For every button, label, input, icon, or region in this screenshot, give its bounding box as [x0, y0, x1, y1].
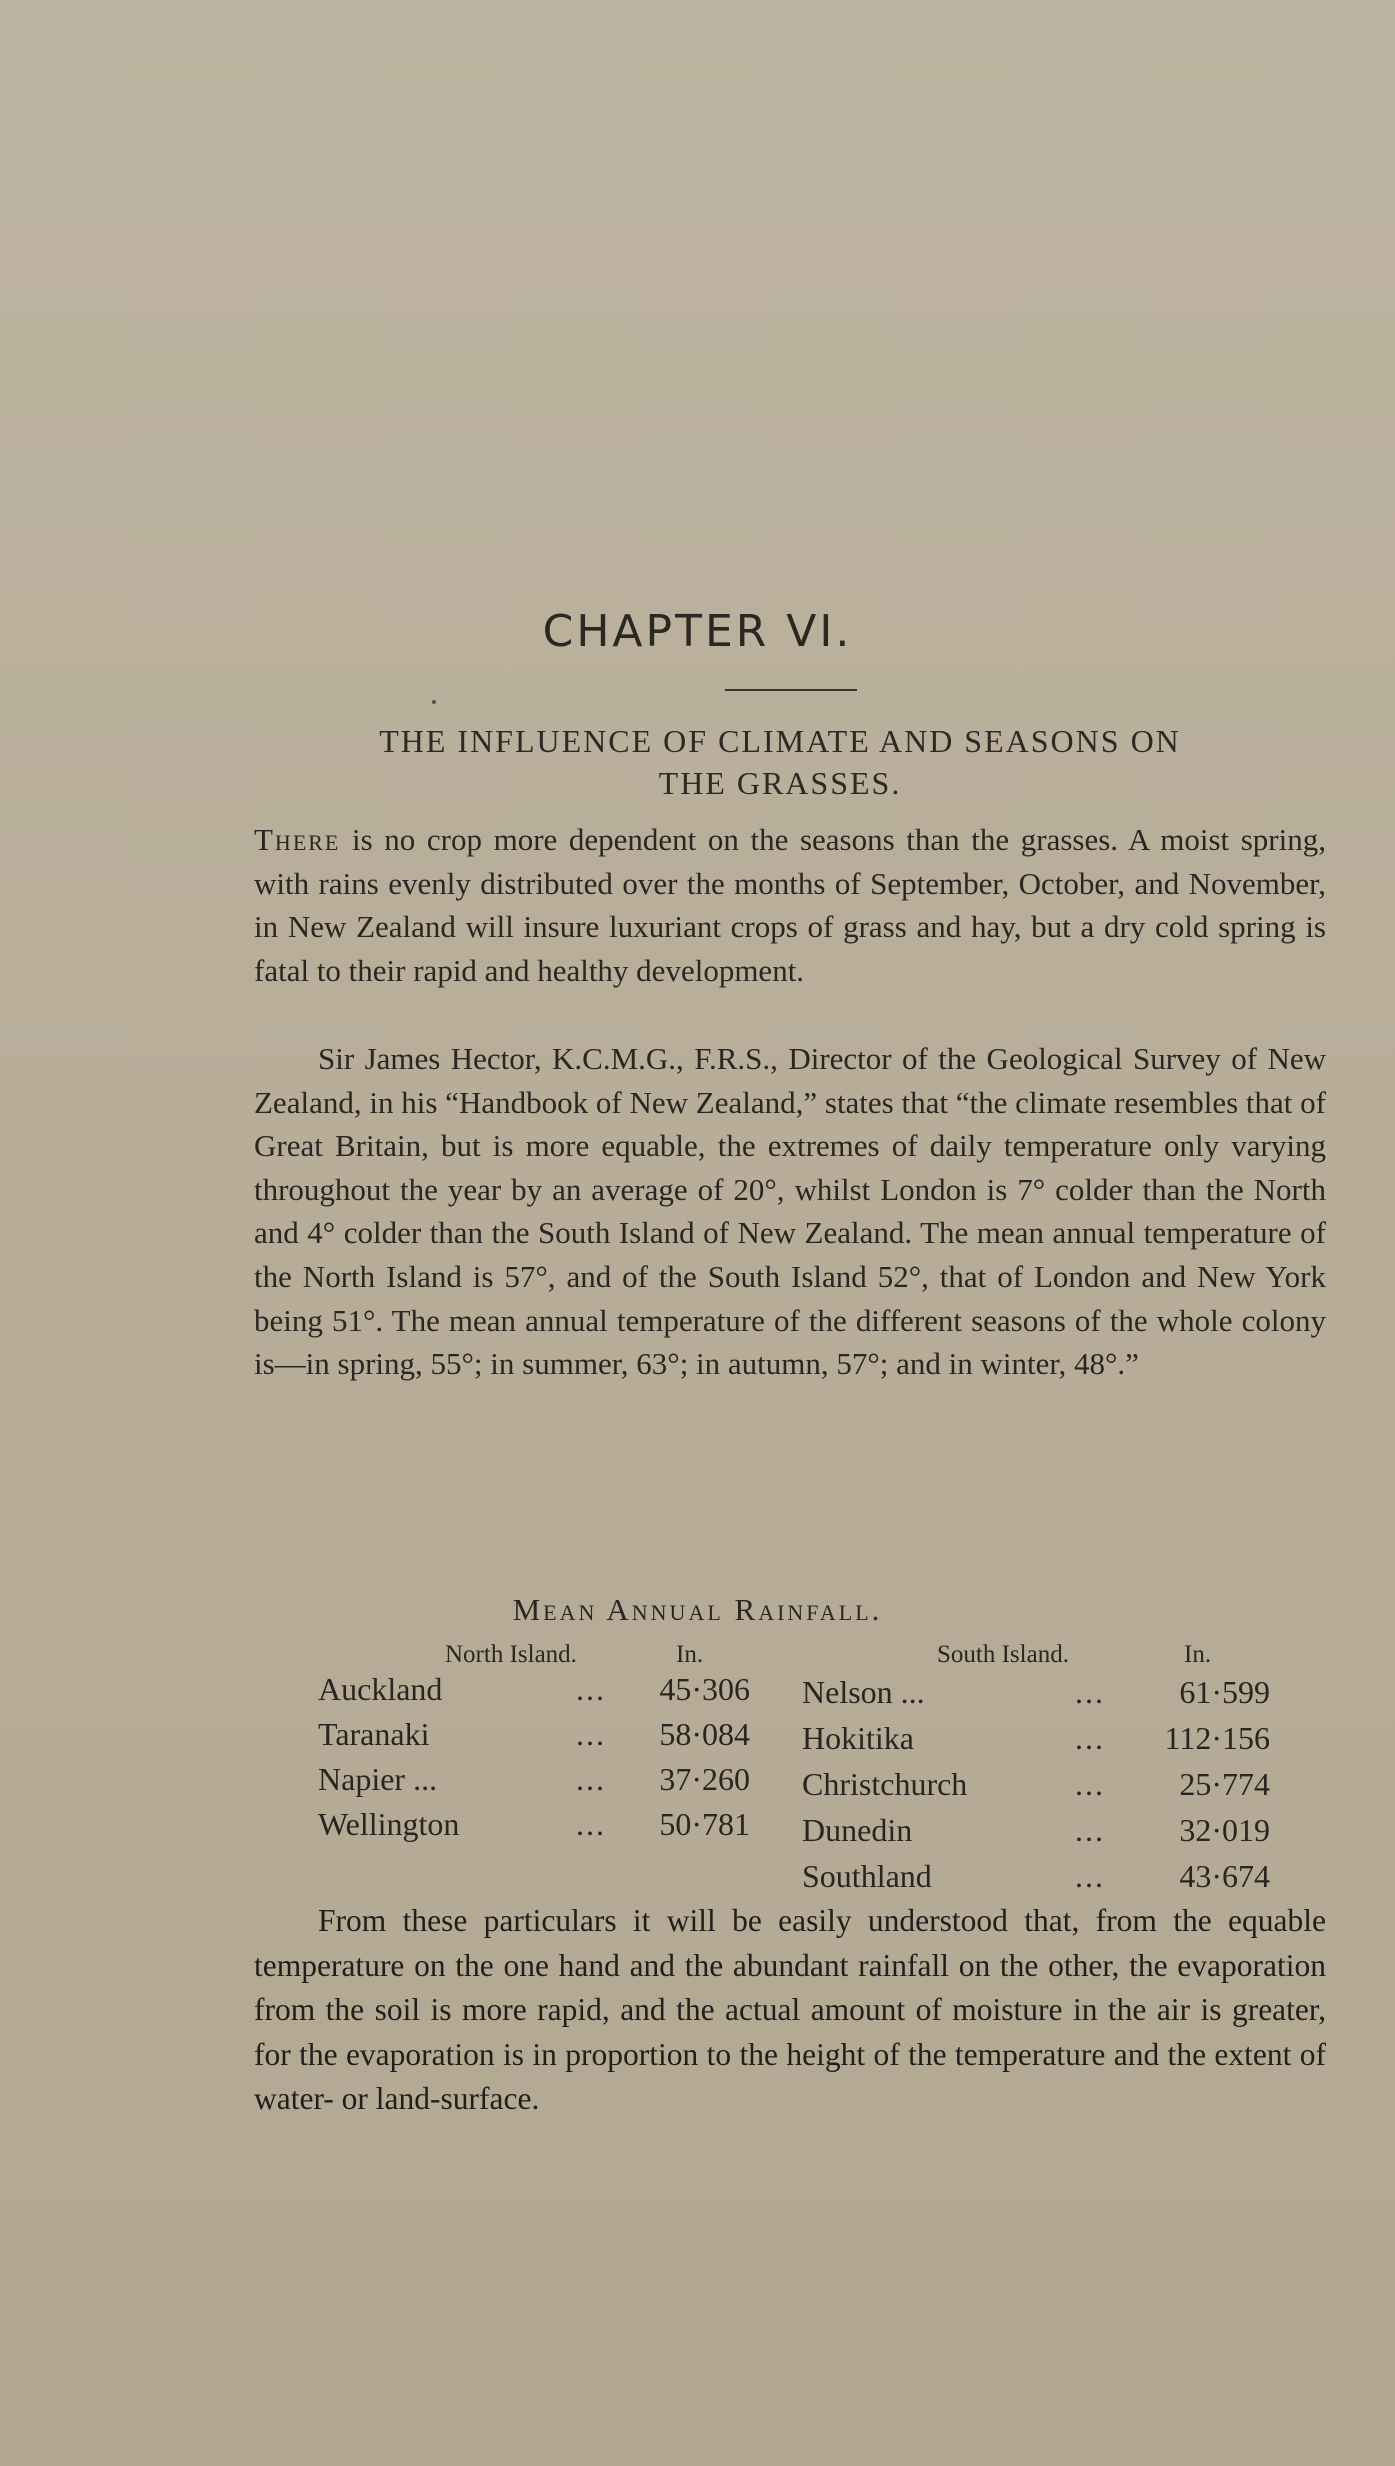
north-value: 58·084 [659, 1716, 750, 1752]
paragraph-1-text: is no crop more dependent on the seasons than the grasses. A moist spring, with rains evenly distributed over the months of September, October, and November, in New Zealand will insure luxuriant crops of grass and hay, but a dry cold spring is fatal to their rapid and healthy development. [254, 822, 1326, 988]
north-value: 45·306 [659, 1671, 750, 1707]
north-place: Napier ... [318, 1761, 438, 1797]
south-place: Dunedin [802, 1812, 913, 1848]
leader-dots: ... [576, 1806, 606, 1842]
south-place: Southland [802, 1858, 932, 1894]
leader-dots: ... [576, 1671, 606, 1707]
south-place: Christchurch [802, 1766, 968, 1802]
south-island-header: South Island. [937, 1641, 1069, 1668]
south-value: 32·019 [1179, 1812, 1270, 1848]
south-value: 61·599 [1179, 1674, 1270, 1710]
chapter-title: CHAPTER VI. [542, 606, 853, 657]
north-island-header: North Island. [445, 1641, 577, 1668]
north-place: Auckland [318, 1671, 443, 1707]
paragraph-2 [254, 1037, 1326, 1386]
rainfall-table-title: Mean Annual Rainfall. [512, 1592, 883, 1627]
paragraph-2-text: Sir James Hector, K.C.M.G., F.R.S., Director of the Geological Survey of New Zealand, in his “Handbook of New Zealand,” states that “the climate resembles that of Great Britain, but is more equable, the extremes of daily temperature only varying throughout the year by an average of 20°, whilst London is 7° colder than the North and 4° colder than the South Island of New Zealand. The mean annual temperature of the North Island is 57°, and of the South Island 52°, that of London and New York being 51°. The mean annual temperature of the different seasons of the whole colony is—in spring, 55°; in summer, 63°; in autumn, 57°; and in winter, 48°.” [254, 1041, 1326, 1382]
section-title-line-1: THE INFLUENCE OF CLIMATE AND SEASONS ON [379, 723, 1181, 759]
south-value: 25·774 [1179, 1766, 1270, 1802]
north-place: Wellington [318, 1806, 460, 1842]
north-value: 50·781 [659, 1806, 750, 1842]
south-value: 43·674 [1179, 1858, 1270, 1894]
south-unit-header: In. [1184, 1641, 1212, 1668]
leader-dots: ... [576, 1716, 606, 1752]
leader-dots: ... [1075, 1812, 1105, 1848]
north-place: Taranaki [318, 1716, 430, 1752]
leader-dots: ... [1075, 1766, 1105, 1802]
paragraph-3-text: From these particulars it will be easily understood that, from the equable temperature on the one hand and the abundant rainfall on the other, the evaporation from the soil is more rapid, and the actual amount of moisture in the air is greater, for the evaporation is in proportion to the height of the temperature and the extent of water- or land-surface. [254, 1903, 1326, 2116]
south-value: 112·156 [1164, 1720, 1270, 1756]
paragraph-1-lead: There [254, 822, 341, 857]
leader-dots: ... [1075, 1858, 1105, 1894]
north-unit-header: In. [676, 1641, 704, 1668]
section-title-line-2: THE GRASSES. [658, 765, 902, 801]
print-speck [432, 700, 436, 704]
paragraph-1 [254, 818, 1326, 992]
leader-dots: ... [576, 1761, 606, 1797]
north-value: 37·260 [659, 1761, 750, 1797]
leader-dots: ... [1075, 1720, 1105, 1756]
section-title [260, 720, 1300, 804]
leader-dots: ... [1075, 1674, 1105, 1710]
south-place: Hokitika [802, 1720, 914, 1756]
title-rule [725, 689, 857, 691]
south-place: Nelson ... [802, 1674, 925, 1710]
paragraph-3 [254, 1899, 1326, 2122]
